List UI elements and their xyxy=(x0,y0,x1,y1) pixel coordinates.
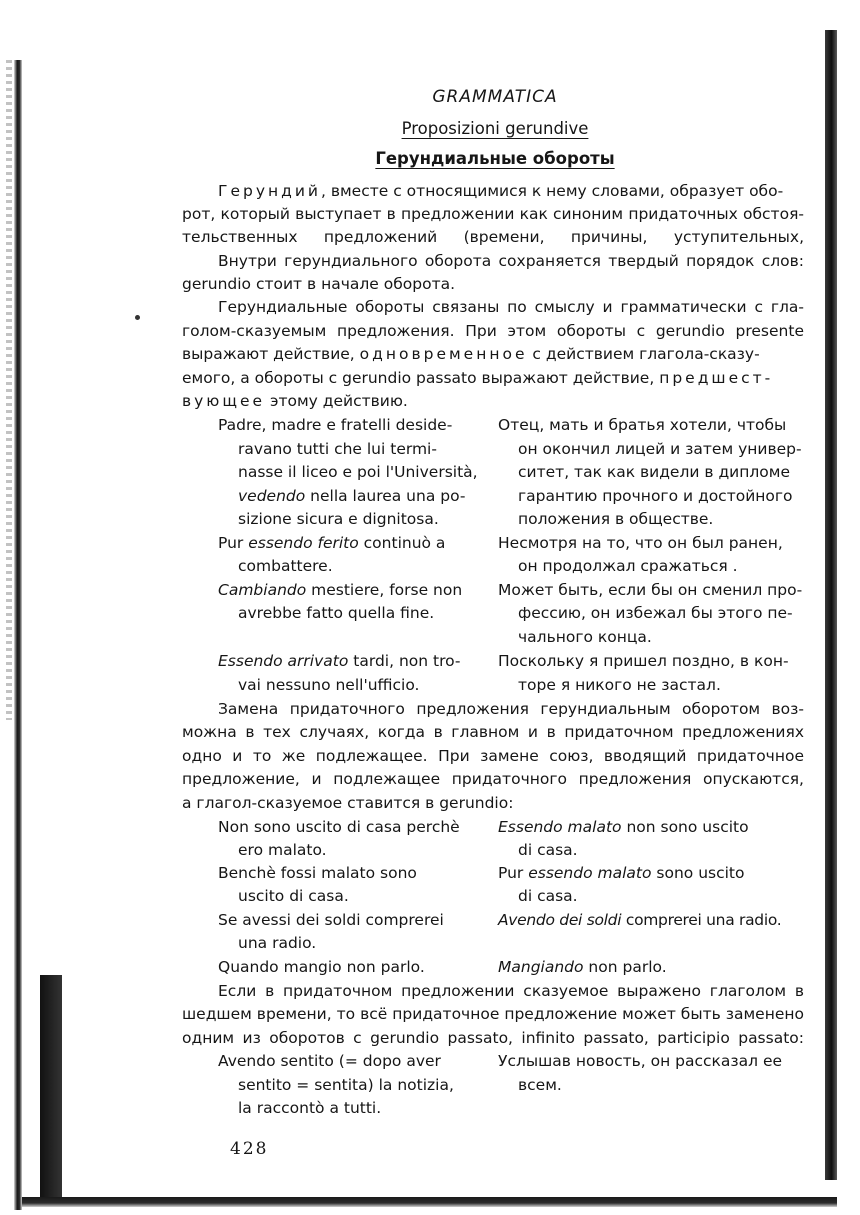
paragraph-5-line-2: шедшем времени, то всё придаточное предложение может быть заменено xyxy=(182,1005,804,1023)
ex1-it-line-2: ravano tutti che lui termi- xyxy=(238,440,437,458)
ex2-left-line-5: Se avessi dei soldi comprerei xyxy=(218,911,444,929)
page-number: 428 xyxy=(230,1139,269,1159)
ex3-left-line-3: la raccontò a tutti. xyxy=(238,1099,382,1117)
ex2-right-line-1: Essendo malato non sono uscito xyxy=(498,818,749,836)
ex2-right-line-4: di casa. xyxy=(518,887,578,905)
scan-speck xyxy=(135,315,140,320)
ex3-left-line-1: Avendo sentito (= dopo aver xyxy=(218,1052,441,1070)
ex1-ru-line-5: положения в обществе. xyxy=(518,510,714,528)
scan-edge-bottom xyxy=(22,1197,837,1207)
ex1-it-line-5: sizione sicura e dignitosa. xyxy=(238,510,439,528)
page-title: GRAMMATICA xyxy=(432,87,558,107)
ex2-left-line-4: uscito di casa. xyxy=(238,887,349,905)
paragraph-3-line-4: емого, а обороты с gerundio passato выражают действие, предшест- xyxy=(182,369,774,387)
ex1-ru-line-10: чального конца. xyxy=(518,628,652,646)
ex1-ru-line-7: он продолжал сражаться . xyxy=(518,557,738,575)
ex2-left-line-6: una radio. xyxy=(238,934,317,952)
scan-edge-left-shadow xyxy=(40,975,62,1205)
scan-edge-right xyxy=(825,30,837,1180)
ex2-right-line-5: Avendo dei soldi comprerei una radio. xyxy=(498,911,782,929)
ex1-it-line-1: Padre, madre e fratelli deside- xyxy=(218,416,453,434)
ex1-ru-line-3: ситет, так как видели в дипломе xyxy=(518,463,790,481)
ex2-left-line-2: ero malato. xyxy=(238,841,327,859)
ex3-right-line-1: Услышав новость, он рассказал ее xyxy=(498,1052,783,1070)
paragraph-1-line-3: тельственных предложений (времени, причины, уступительных, xyxy=(182,228,804,246)
term-simultaneous: одновременное xyxy=(359,345,528,363)
paragraph-4-line-2: можна в тех случаях, когда в главном и в придаточном предложениях xyxy=(182,723,804,741)
ex1-it-line-4: vedendo nella laurea una po- xyxy=(238,487,466,505)
paragraph-5-line-3: одним из оборотов с gerundio passato, infinito passato, participio passato: xyxy=(182,1029,804,1047)
ex2-right-line-3: Pur essendo malato sono uscito xyxy=(498,864,745,882)
paragraph-1-line-2: рот, который выступает в предложении как синоним придаточных обстоя- xyxy=(182,205,804,223)
ex2-right-line-6: Mangiando non parlo. xyxy=(498,958,667,976)
paragraph-3-line-3: выражают действие, одновременное с действием глагола-сказу- xyxy=(182,345,760,363)
ex1-it-line-10: Essendo arrivato tardi, non tro- xyxy=(218,652,461,670)
paragraph-5-line-1: Если в придаточном предложении сказуемое выражено глаголом в xyxy=(218,982,804,1000)
term-gerundiy: Герундий xyxy=(218,182,321,200)
ex1-it-line-7: combattere. xyxy=(238,557,333,575)
scan-edge-left xyxy=(14,60,22,1210)
ex2-left-line-7: Quando mangio non parlo. xyxy=(218,958,425,976)
paragraph-1-line-1: Герундий, вместе с относящимися к нему словами, образует обо- xyxy=(218,182,784,200)
ex1-it-line-3: nasse il liceo e poi l'Università, xyxy=(238,463,478,481)
term-preceding: предшест- xyxy=(659,369,774,387)
ex1-ru-line-9: фессию, он избежал бы этого пе- xyxy=(518,604,793,622)
ex1-ru-line-8: Может быть, если бы он сменил про- xyxy=(498,581,803,599)
ex2-left-line-1: Non sono uscito di casa perchè xyxy=(218,818,460,836)
paragraph-3-line-2: голом-сказуемым предложения. При этом обороты с gerundio presente xyxy=(182,322,804,340)
paragraph-2-line-2: gerundio стоит в начале оборота. xyxy=(182,275,456,293)
ex1-ru-line-6: Несмотря на то, что он был ранен, xyxy=(498,534,783,552)
ex1-it-line-9: avrebbe fatto quella fine. xyxy=(238,604,435,622)
ex2-right-line-2: di casa. xyxy=(518,841,578,859)
ex1-it-line-11: vai nessuno nell'ufficio. xyxy=(238,676,420,694)
ex1-ru-line-11: Поскольку я пришел поздно, в кон- xyxy=(498,652,789,670)
ex1-ru-line-2: он окончил лицей и затем универ- xyxy=(518,440,802,458)
ex1-it-line-6: Pur essendo ferito continuò a xyxy=(218,534,446,552)
paragraph-4-line-1: Замена придаточного предложения герундиальным оборотом воз- xyxy=(218,700,804,718)
scan-edge-left-faint xyxy=(6,60,12,720)
ex1-ru-line-1: Отец, мать и братья хотели, чтобы xyxy=(498,416,787,434)
paragraph-3-line-5: вующее этому действию. xyxy=(182,392,408,410)
term-preceding-cont: вующее xyxy=(182,392,266,410)
heading-russian: Герундиальные обороты xyxy=(375,149,615,168)
ex3-right-line-2: всем. xyxy=(518,1076,562,1094)
ex1-ru-line-12: торе я никого не застал. xyxy=(518,676,721,694)
heading-italian: Proposizioni gerundive xyxy=(401,119,589,138)
ex2-left-line-3: Benchè fossi malato sono xyxy=(218,864,417,882)
ex1-ru-line-4: гарантию прочного и достойного xyxy=(518,487,793,505)
paragraph-4-line-5: а глагол-сказуемое ставится в gerundio: xyxy=(182,794,514,812)
ex3-left-line-2: sentito = sentita) la notizia, xyxy=(238,1076,454,1094)
paragraph-2-line-1: Внутри герундиального оборота сохраняется твердый порядок слов: xyxy=(218,252,804,270)
paragraph-3-line-1: Герундиальные обороты связаны по смыслу и грамматически с гла- xyxy=(218,298,804,316)
paragraph-4-line-4: предложение, и подлежащее придаточного предложения опускаются, xyxy=(182,770,804,788)
paragraph-4-line-3: одно и то же подлежащее. При замене союз, вводящий придаточное xyxy=(182,747,804,765)
ex1-it-line-8: Cambiando mestiere, forse non xyxy=(218,581,463,599)
